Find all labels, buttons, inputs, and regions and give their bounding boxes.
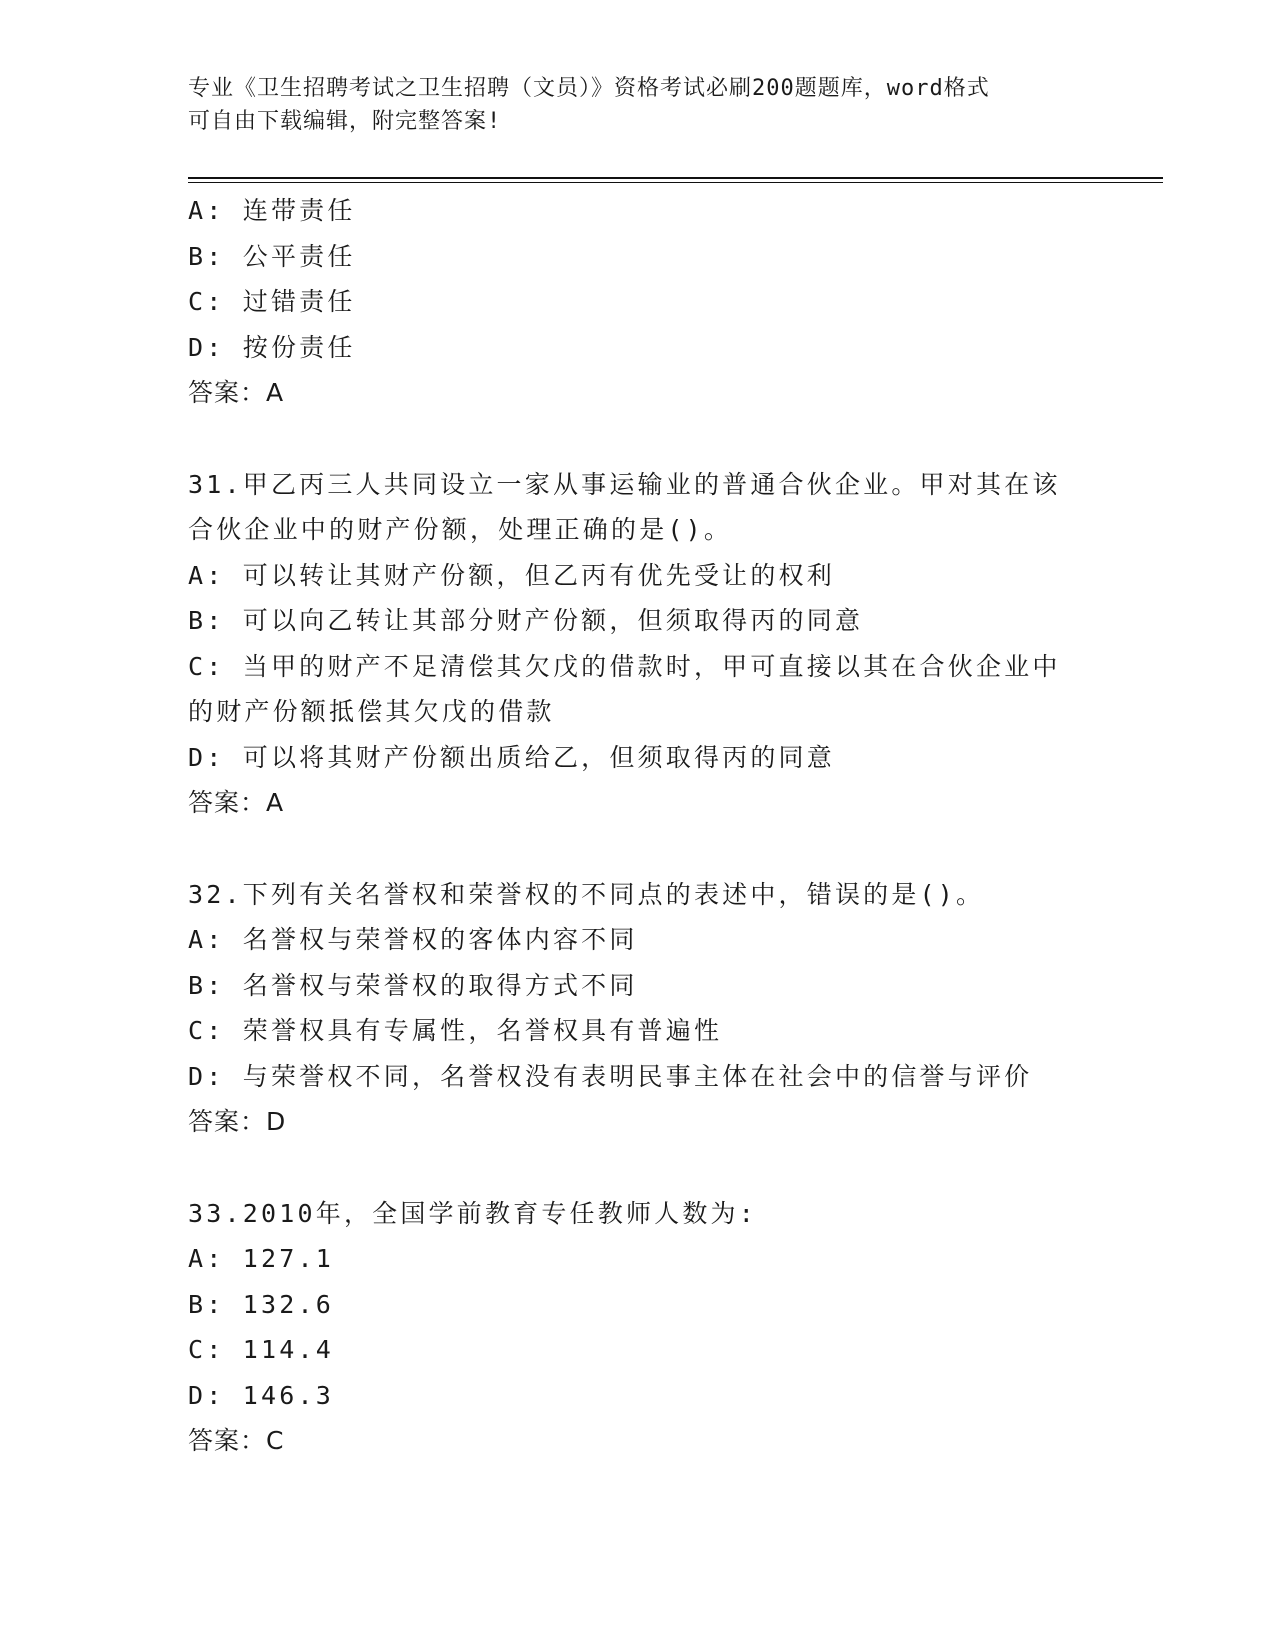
option-a: A: 可以转让其财产份额，但乙丙有优先受让的权利 (188, 560, 835, 590)
option-d: D: 146.3 (188, 1380, 335, 1410)
option-d: D: 可以将其财产份额出质给乙，但须取得丙的同意 (188, 742, 835, 772)
question-30 (188, 188, 1088, 416)
option-c-line-1: C: 当甲的财产不足清偿其欠戊的借款时，甲可直接以其在合伙企业中 (188, 651, 1061, 681)
option-c: C: 过错责任 (188, 287, 356, 316)
question-32 (188, 872, 1088, 1145)
header-title-line-1: 专业《卫生招聘考试之卫生招聘（文员）》资格考试必刷200题题库，word格式 (188, 76, 990, 101)
option-c: C: 114.4 (188, 1335, 335, 1364)
option-b: B: 名誉权与荣誉权的取得方式不同 (188, 970, 638, 1000)
question-31 (188, 462, 1088, 826)
option-a: A: 名誉权与荣誉权的客体内容不同 (188, 925, 638, 954)
spacer (188, 416, 1088, 462)
question-stem: 32.下列有关名誉权和荣誉权的不同点的表述中，错误的是()。 (188, 879, 985, 909)
answer-line: 答案：A (188, 788, 285, 817)
option-a: A: 127.1 (188, 1244, 335, 1273)
option-c: C: 荣誉权具有专属性，名誉权具有普遍性 (188, 1016, 723, 1045)
option-d: D: 与荣誉权不同，名誉权没有表明民事主体在社会中的信誉与评价 (188, 1061, 1033, 1091)
option-b: B: 公平责任 (188, 241, 356, 271)
spacer (188, 1145, 1088, 1191)
header-divider-thick (188, 177, 1163, 179)
document-header (188, 72, 1068, 138)
question-stem-line-1: 31.甲乙丙三人共同设立一家从事运输业的普通合伙企业。甲对其在该 (188, 469, 1061, 499)
option-d: D: 按份责任 (188, 332, 356, 362)
question-stem-line-2: 合伙企业中的财产份额，处理正确的是()。 (188, 515, 733, 544)
option-a: A: 连带责任 (188, 196, 356, 225)
header-divider-thin (188, 182, 1163, 183)
option-b: B: 可以向乙转让其部分财产份额，但须取得丙的同意 (188, 606, 864, 635)
question-list (188, 188, 1088, 1464)
option-c-line-2: 的财产份额抵偿其欠戊的借款 (188, 697, 555, 726)
option-b: B: 132.6 (188, 1289, 335, 1319)
header-title-line-2: 可自由下载编辑，附完整答案! (188, 109, 502, 134)
question-33 (188, 1191, 1088, 1464)
answer-line: 答案：C (188, 1426, 285, 1455)
answer-line: 答案：A (188, 378, 285, 407)
question-stem: 33.2010年，全国学前教育专任教师人数为: (188, 1198, 758, 1228)
answer-line: 答案：D (188, 1107, 287, 1136)
spacer (188, 826, 1088, 872)
